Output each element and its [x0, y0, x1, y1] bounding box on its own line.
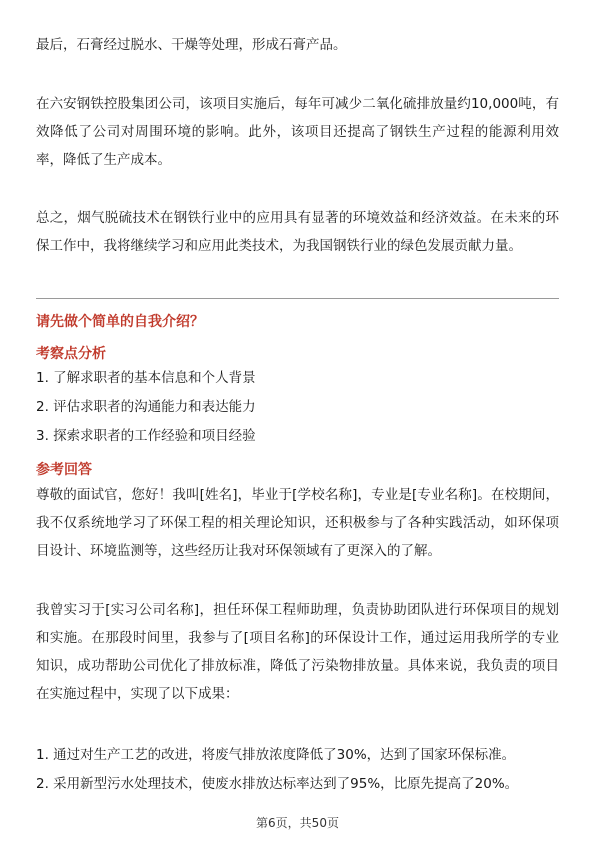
- question-title: 请先做个简单的自我介绍？: [36, 314, 204, 330]
- answer-paragraph-intro: 尊敬的面试官，您好！我叫[姓名]，毕业于[学校名称]，专业是[专业名称]。在校期间，我不仅系统地学习了环保工程的相关理论知识，还积极参与了各种实践活动，如环保项目设计、环境监测等，这些经历让我对环保领域有了更深入的了解。: [36, 487, 559, 559]
- analysis-item: 2. 评估求职者的沟通能力和表达能力: [36, 399, 256, 415]
- analysis-item: 1. 了解求职者的基本信息和个人背景: [36, 370, 256, 386]
- page-number: 第6页，共50页: [256, 816, 339, 830]
- analysis-title: 考察点分析: [36, 346, 106, 362]
- paragraph-gypsum: 最后，石膏经过脱水、干燥等处理，形成石膏产品。: [36, 37, 347, 53]
- result-item: 1. 通过对生产工艺的改进，将废气排放浓度降低了30%，达到了国家环保标准。: [36, 747, 516, 763]
- answer-paragraph-internship: 我曾实习于[实习公司名称]，担任环保工程师助理，负责协助团队进行环保项目的规划和实施。在那段时间里，我参与了[项目名称]的环保设计工作，通过运用我所学的专业知识，成功帮助公司优化了排放标准，降低了污染物排放量。具体来说，我负责的项目在实施过程中，实现了以下成果：: [36, 602, 559, 702]
- paragraph-project-result: 在六安钢铁控股集团公司，该项目实施后，每年可减少二氧化硫排放量约10,000吨，有效降低了公司对周围环境的影响。此外，该项目还提高了钢铁生产过程的能源利用效率，降低了生产成本。: [36, 96, 559, 168]
- analysis-item: 3. 探索求职者的工作经验和项目经验: [36, 428, 256, 444]
- section-divider: [36, 298, 559, 299]
- result-item: 2. 采用新型污水处理技术，使废水排放达标率达到了95%，比原先提高了20%。: [36, 776, 519, 792]
- answer-title: 参考回答: [36, 462, 92, 478]
- paragraph-summary: 总之，烟气脱硫技术在钢铁行业中的应用具有显著的环境效益和经济效益。在未来的环保工作中，我将继续学习和应用此类技术，为我国钢铁行业的绿色发展贡献力量。: [36, 210, 559, 254]
